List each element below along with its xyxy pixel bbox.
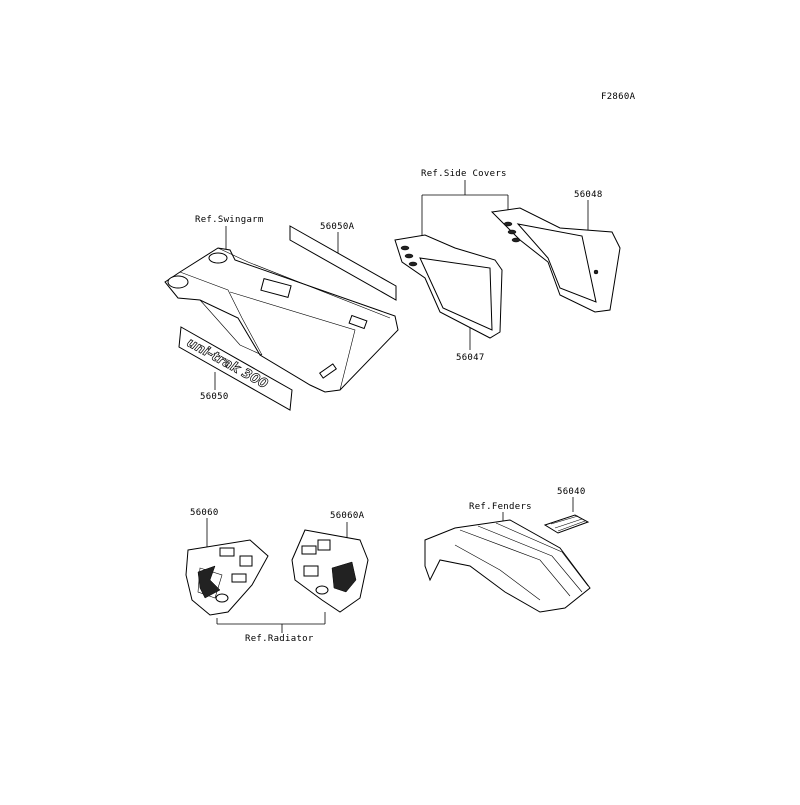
- emblem-56040: [545, 515, 588, 533]
- label-56050a: 56050A: [320, 222, 355, 232]
- side-cover-56048: [492, 208, 620, 312]
- figure-code: F2860A: [601, 92, 636, 102]
- decal-text: uni-trak 300: [184, 335, 271, 393]
- radiator-shroud-56060: [186, 540, 268, 615]
- label-56047: 56047: [456, 353, 485, 363]
- label-56060a: 56060A: [330, 511, 365, 521]
- label-ref-radiator: Ref.Radiator: [245, 634, 314, 644]
- label-56050: 56050: [200, 392, 229, 402]
- side-cover-56047: [395, 235, 502, 338]
- label-ref-fenders: Ref.Fenders: [469, 502, 532, 512]
- label-ref-swingarm: Ref.Swingarm: [195, 215, 264, 225]
- label-56048: 56048: [574, 190, 603, 200]
- label-56060: 56060: [190, 508, 219, 518]
- fender: [425, 520, 590, 612]
- radiator-shroud-56060a: [292, 530, 368, 612]
- label-56040: 56040: [557, 487, 586, 497]
- label-ref-side-covers: Ref.Side Covers: [421, 169, 507, 179]
